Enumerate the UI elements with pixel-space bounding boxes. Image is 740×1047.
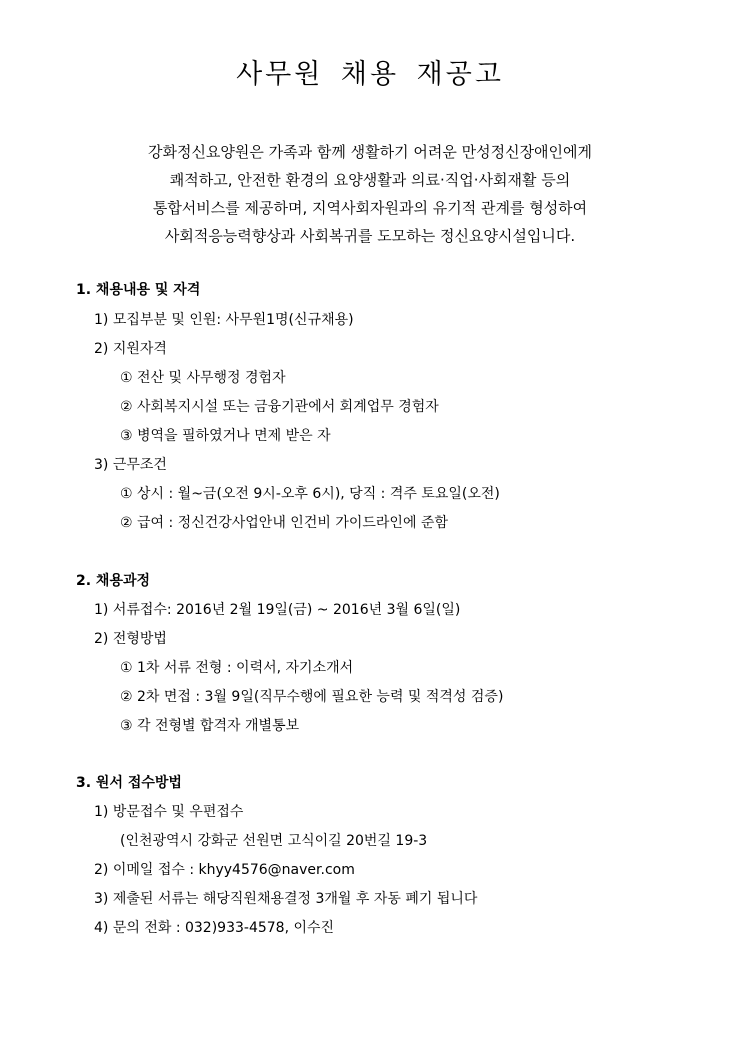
section-3-item-1-address: (인천광역시 강화군 선원면 고식이길 20번길 19-3 [120, 833, 428, 849]
section-1-item-3-a: ① 상시 : 월~금(오전 9시-오후 6시), 당직 : 격주 토요일(오전) [120, 486, 500, 502]
section-3-item-3: 3) 제출된 서류는 해당직원채용결정 3개월 후 자동 폐기 됩니다 [94, 891, 478, 907]
intro-line: 통합서비스를 제공하며, 지역사회자원과의 유기적 관계를 형성하여 [152, 199, 588, 217]
section-3-item-2: 2) 이메일 접수 : khyy4576@naver.com [94, 862, 355, 878]
section-3-item-4: 4) 문의 전화 : 032)933-4578, 이수진 [94, 920, 335, 936]
intro-paragraph [60, 138, 680, 250]
intro-line: 강화정신요양원은 가족과 함께 생활하기 어려운 만성정신장애인에게 [147, 143, 593, 161]
intro-line: 사회적응능력향상과 사회복귀를 도모하는 정신요양시설입니다. [164, 227, 576, 245]
section-2-item-2-a: ① 1차 서류 전형 : 이력서, 자기소개서 [120, 660, 354, 676]
section-2-item-2-b: ② 2차 면접 : 3월 9일(직무수행에 필요한 능력 및 적격성 검증) [120, 689, 504, 705]
section-1-item-2-a: ① 전산 및 사무행정 경험자 [120, 370, 286, 386]
section-1-item-1: 1) 모집부분 및 인원: 사무원1명(신규채용) [94, 312, 354, 328]
section-2-heading: 2. 채용과정 [76, 573, 151, 589]
section-1-item-2-b: ② 사회복지시설 또는 금융기관에서 회계업무 경험자 [120, 399, 439, 415]
section-1-item-2-c: ③ 병역을 필하였거나 면제 받은 자 [120, 428, 331, 444]
section-3-item-1: 1) 방문접수 및 우편접수 [94, 804, 244, 820]
section-1-item-3-b: ② 급여 : 정신건강사업안내 인건비 가이드라인에 준함 [120, 515, 448, 531]
document-title: 사무원 채용 재공고 [236, 59, 504, 90]
section-1-heading: 1. 채용내용 및 자격 [76, 282, 201, 298]
intro-line: 쾌적하고, 안전한 환경의 요양생활과 의료·직업·사회재활 등의 [169, 171, 571, 189]
section-1-item-3: 3) 근무조건 [94, 457, 167, 473]
section-2-item-2: 2) 전형방법 [94, 631, 167, 647]
section-2-item-2-c: ③ 각 전형별 합격자 개별통보 [120, 718, 300, 734]
section-2-item-1: 1) 서류접수: 2016년 2월 19일(금) ~ 2016년 3월 6일(일) [94, 602, 461, 618]
section-1-item-2: 2) 지원자격 [94, 341, 167, 357]
section-3-heading: 3. 원서 접수방법 [76, 775, 182, 791]
